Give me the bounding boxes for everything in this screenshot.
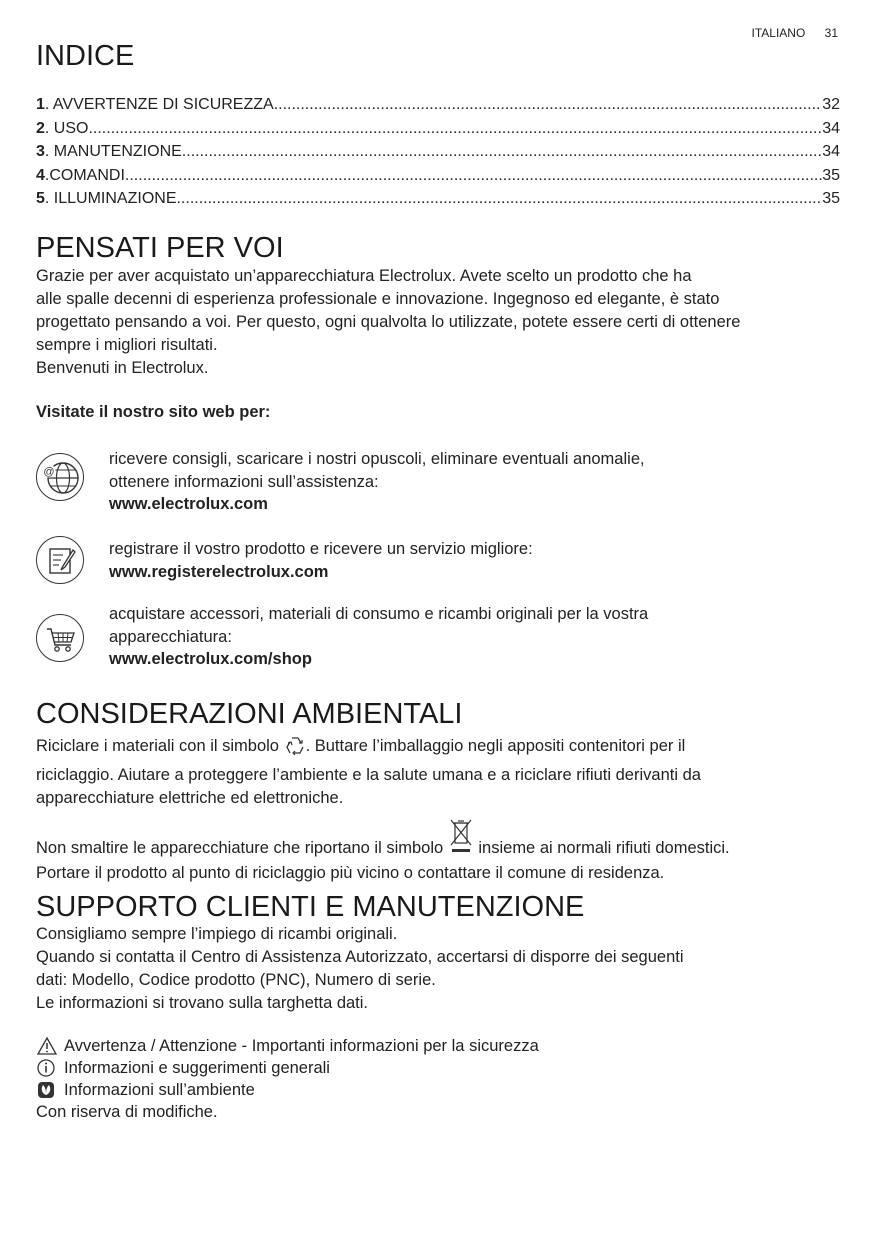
web-item-text: acquistare accessori, materiali di consumo e ricambi originali per la vostra bbox=[109, 605, 649, 623]
intro-line: Benvenuti in Electrolux. bbox=[36, 359, 209, 377]
toc-item-number: 3 bbox=[36, 143, 45, 160]
intro-line: Grazie per aver acquistato un’apparecchiatura Electrolux. Avete scelto un prodotto che ha bbox=[36, 267, 692, 285]
web-item-shop bbox=[109, 603, 809, 671]
weee-line: Non smaltire le apparecchiature che riportano il simbolo insieme ai normali rifiuti domestici. bbox=[36, 819, 846, 862]
symbol-legend bbox=[36, 1035, 846, 1124]
legend-text: Informazioni e suggerimenti generali bbox=[64, 1058, 330, 1077]
weee-paragraph bbox=[36, 819, 846, 885]
warning-triangle-icon bbox=[36, 1036, 56, 1056]
recycle-icon bbox=[284, 735, 306, 764]
toc-item-page: 34 bbox=[822, 143, 840, 160]
recycle-line: riciclaggio. Aiutare a proteggere l’ambiente e la salute umana e a riciclare rifiuti derivanti da bbox=[36, 766, 701, 784]
environment-leaf-icon bbox=[36, 1080, 56, 1100]
legend-text: Informazioni sull’ambiente bbox=[64, 1080, 255, 1099]
toc-item-page: 35 bbox=[822, 166, 840, 184]
web-item-text: ricevere consigli, scaricare i nostri opuscoli, eliminare eventuali anomalie, bbox=[109, 450, 645, 468]
recycle-line: apparecchiature elettriche ed elettroniche. bbox=[36, 789, 344, 807]
support-line: Quando si contatta il Centro di Assistenza Autorizzato, accertarsi di disporre dei seguenti bbox=[36, 948, 684, 966]
svg-text:@: @ bbox=[43, 466, 55, 478]
intro-line: sempre i migliori risultati. bbox=[36, 336, 218, 354]
toc-item[interactable] bbox=[36, 120, 840, 144]
support-line: Le informazioni si trovano sulla targhetta dati. bbox=[36, 994, 369, 1012]
toc-item[interactable] bbox=[36, 143, 840, 167]
language-label: ITALIANO bbox=[751, 26, 806, 40]
toc-item[interactable] bbox=[36, 167, 840, 191]
toc-item-title: . AVVERTENZE DI SICUREZZA bbox=[44, 96, 274, 113]
info-circle-icon bbox=[36, 1058, 56, 1078]
page-number: 31 bbox=[824, 26, 838, 40]
recycle-paragraph bbox=[36, 735, 846, 810]
toc-item-page: 32 bbox=[822, 96, 840, 113]
section-title-pensati: PENSATI PER VOI bbox=[36, 232, 284, 264]
legend-item bbox=[36, 1079, 846, 1101]
toc-item-page: 34 bbox=[822, 119, 840, 137]
globe-at-icon bbox=[36, 453, 84, 501]
support-line: Consigliamo sempre l’impiego di ricambi originali. bbox=[36, 925, 398, 943]
recycle-line: Riciclare i materiali con il simbolo . Buttare l’imballaggio negli appositi contenitori per il bbox=[36, 735, 846, 764]
weee-line: Portare il prodotto al punto di riciclaggio più vicino o contattare il comune di residenza. bbox=[36, 864, 665, 882]
visit-label: Visitate il nostro sito web per: bbox=[36, 403, 271, 421]
table-of-contents bbox=[36, 96, 840, 214]
toc-item-number: 5 bbox=[36, 190, 45, 207]
toc-item-title: . USO bbox=[44, 119, 89, 137]
section-title-ambiente: CONSIDERAZIONI AMBIENTALI bbox=[36, 698, 463, 730]
toc-item-number: 2 bbox=[36, 119, 45, 137]
web-item-support bbox=[109, 448, 809, 516]
shopping-cart-icon bbox=[36, 614, 84, 662]
toc-item-page: 35 bbox=[822, 190, 840, 207]
link-shop[interactable]: www.electrolux.com/shop bbox=[109, 650, 312, 668]
toc-item-title: . ILLUMINAZIONE bbox=[44, 190, 177, 207]
web-item-text: ottenere informazioni sull’assistenza: bbox=[109, 472, 379, 491]
toc-item[interactable] bbox=[36, 96, 840, 120]
toc-item-number: 1 bbox=[36, 96, 45, 113]
legend-item bbox=[36, 1035, 846, 1057]
link-register[interactable]: www.registerelectrolux.com bbox=[109, 562, 329, 581]
toc-item-title: . MANUTENZIONE bbox=[44, 143, 182, 160]
legend-item bbox=[36, 1057, 846, 1079]
legend-text: Avvertenza / Attenzione - Importanti informazioni per la sicurezza bbox=[64, 1036, 539, 1055]
crossed-bin-icon bbox=[448, 819, 474, 862]
footer-note: Con riserva di modifiche. bbox=[36, 1103, 218, 1121]
section-title-supporto: SUPPORTO CLIENTI E MANUTENZIONE bbox=[36, 891, 585, 923]
page-header bbox=[752, 26, 839, 40]
web-item-text: apparecchiatura: bbox=[109, 627, 232, 646]
register-pencil-icon bbox=[36, 536, 84, 584]
toc-item[interactable] bbox=[36, 190, 840, 214]
support-paragraph bbox=[36, 923, 846, 1015]
intro-line: alle spalle decenni di esperienza professionale e innovazione. Ingegnoso ed elegante, è stato bbox=[36, 290, 720, 308]
web-item-register bbox=[109, 538, 809, 583]
support-line: dati: Modello, Codice prodotto (PNC), Numero di serie. bbox=[36, 971, 436, 989]
intro-line: progettato pensando a voi. Per questo, ogni qualvolta lo utilizzate, potete essere certi di ottenere bbox=[36, 313, 741, 331]
toc-item-number: 4 bbox=[36, 166, 45, 184]
intro-paragraph bbox=[36, 265, 846, 380]
web-item-text: registrare il vostro prodotto e ricevere un servizio migliore: bbox=[109, 540, 533, 558]
link-electrolux[interactable]: www.electrolux.com bbox=[109, 495, 268, 513]
toc-item-title: .COMANDI bbox=[44, 166, 125, 184]
index-title: INDICE bbox=[36, 40, 135, 72]
